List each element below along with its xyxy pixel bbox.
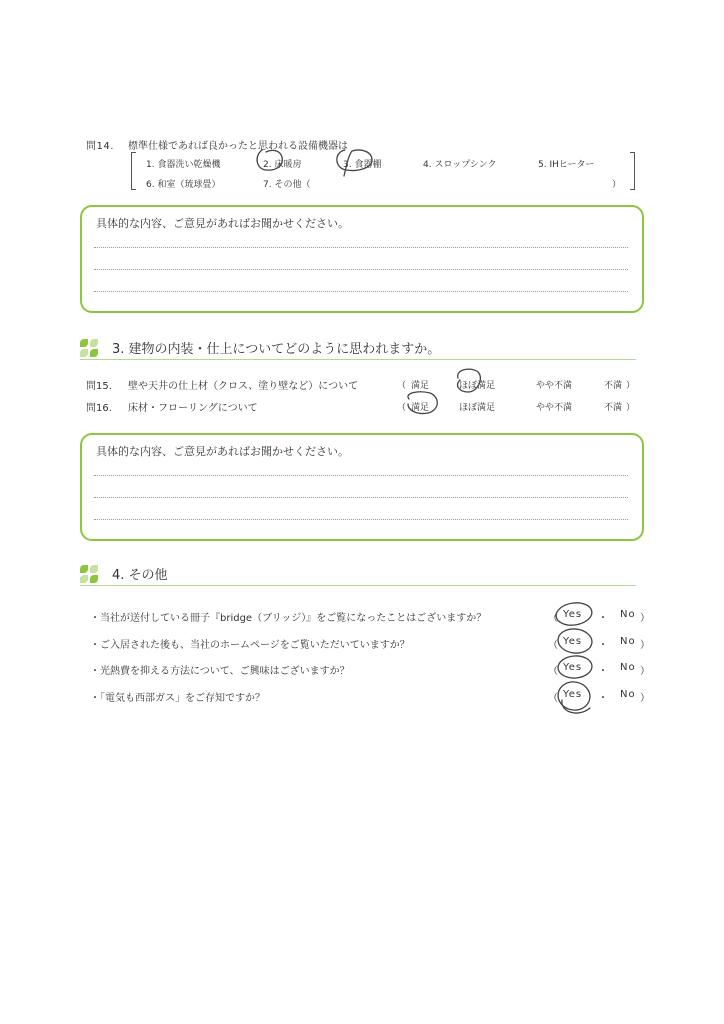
q4-separator: ・ (598, 693, 609, 704)
q16-opt-satisfied[interactable]: 満足 (411, 403, 430, 413)
q2-paren-open: （ (548, 640, 559, 651)
q14-option-7[interactable]: 7. その他（ (263, 180, 311, 190)
section-4-header (80, 563, 636, 586)
q1-paren-open: （ (548, 613, 559, 624)
q3-paren-close: ） (640, 666, 651, 677)
q3-yes-option[interactable]: Yes (563, 662, 583, 673)
q16-paren-close: ） (626, 403, 636, 413)
other-question-3: ・光熱費を抑える方法について、ご興味はございますか？ (90, 666, 350, 677)
q14-option-4[interactable]: 4. スロップシンク (423, 160, 497, 170)
q14-label: 問14. (86, 141, 114, 152)
q14-option-5[interactable]: 5. IHヒーター (538, 160, 595, 170)
other-question-2: ・ご入居された後も、当社のホームページをご覧いただいていますか？ (90, 640, 410, 651)
q3-no-option[interactable]: No (620, 662, 636, 673)
q3-separator: ・ (598, 666, 609, 677)
q15-opt-dissatisfied[interactable]: 不満 (604, 381, 623, 391)
comment-box-q14[interactable] (80, 205, 644, 313)
q1-no-option[interactable]: No (620, 609, 636, 620)
other-question-1: ・当社が送付している冊子『bridge（ブリッジ）』をご覧になったことはございますか？ (90, 613, 487, 624)
q1-separator: ・ (598, 613, 609, 624)
q15-paren-open: （ (397, 381, 407, 391)
other-question-4: ・「電気も西部ガス」をご存知ですか？ (90, 693, 265, 704)
pen-stroke-q4-tail (562, 700, 590, 713)
section-3-header (80, 337, 636, 360)
q15-label: 問15. (86, 381, 112, 392)
clover-icon (80, 565, 100, 585)
comment-line (94, 475, 628, 476)
q4-no-option[interactable]: No (620, 689, 636, 700)
q15-opt-satisfied[interactable]: 満足 (411, 381, 430, 391)
q1-paren-close: ） (640, 613, 651, 624)
q16-question: 床材・フローリングについて (128, 403, 258, 414)
q2-no-option[interactable]: No (620, 636, 636, 647)
q16-opt-dissatisfied[interactable]: 不満 (604, 403, 623, 413)
q15-opt-mostly-satisfied[interactable]: ほぼ満足 (459, 381, 496, 391)
q4-paren-open: （ (548, 693, 559, 704)
comment-line (94, 497, 628, 498)
clover-icon (80, 339, 100, 359)
q14-other-close: ） (612, 180, 622, 190)
comment-line (94, 247, 628, 248)
q15-paren-close: ） (626, 381, 636, 391)
q14-option-3[interactable]: 3. 食器棚 (343, 160, 382, 170)
q14-option-1[interactable]: 1. 食器洗い乾燥機 (146, 160, 221, 170)
comment-prompt: 具体的な内容、ご意見があればお聞かせください。 (96, 217, 349, 230)
q4-paren-close: ） (640, 693, 651, 704)
q2-paren-close: ） (640, 640, 651, 651)
comment-prompt: 具体的な内容、ご意見があればお聞かせください。 (96, 445, 349, 458)
q2-yes-option[interactable]: Yes (563, 636, 583, 647)
q14-question: 標準仕様であれば良かったと思われる設備機器は (128, 141, 348, 152)
q16-label: 問16. (86, 403, 112, 414)
q1-yes-option[interactable]: Yes (563, 609, 583, 620)
q4-yes-option[interactable]: Yes (563, 689, 583, 700)
comment-line (94, 269, 628, 270)
section-4-title: 4. その他 (112, 568, 168, 583)
q16-opt-mostly-satisfied[interactable]: ほぼ満足 (459, 403, 496, 413)
comment-line (94, 519, 628, 520)
q15-opt-somewhat-dissatisfied[interactable]: やや不満 (536, 381, 573, 391)
q16-opt-somewhat-dissatisfied[interactable]: やや不満 (536, 403, 573, 413)
q15-question: 壁や天井の仕上材（クロス、塗り壁など）について (128, 381, 359, 392)
comment-box-section-3[interactable] (80, 433, 644, 541)
options-bracket-left (131, 152, 136, 190)
q2-separator: ・ (598, 640, 609, 651)
options-bracket-right (630, 152, 635, 190)
q14-option-6[interactable]: 6. 和室（琉球畳） (146, 180, 221, 190)
q14-option-2[interactable]: 2. 床暖房 (263, 160, 302, 170)
q16-paren-open: （ (397, 403, 407, 413)
comment-line (94, 291, 628, 292)
q3-paren-open: （ (548, 666, 559, 677)
section-3-title: 3. 建物の内装・仕上についてどのように思われますか。 (112, 342, 441, 357)
